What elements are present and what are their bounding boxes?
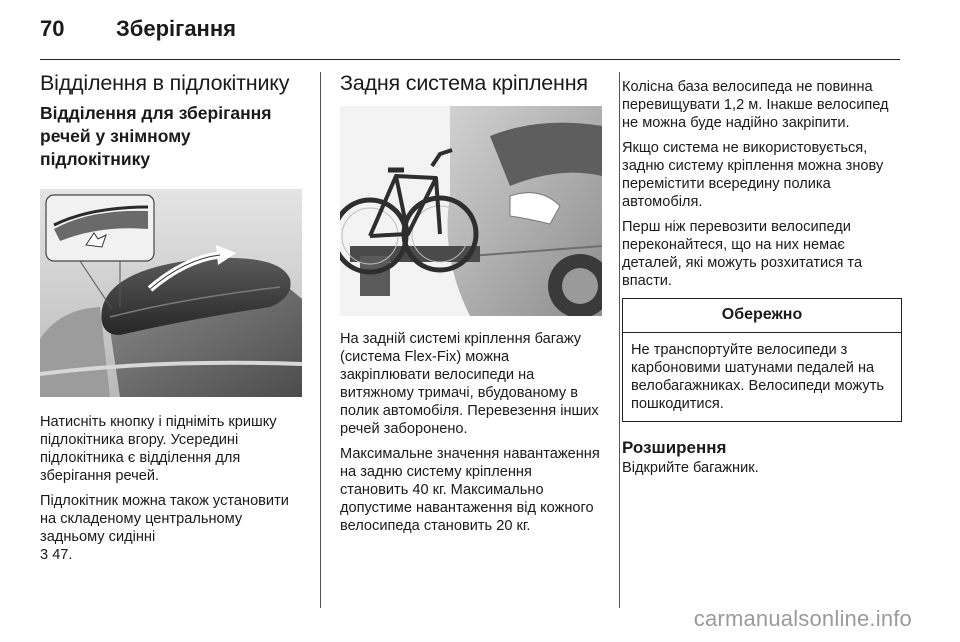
carrier-notes-paragraph-1: Колісна база велосипеда не повинна перевищувати 1,2 м. Інакше велосипед не можна буде надійно закріпити. bbox=[622, 79, 889, 131]
section-title-armrest: Відділення в підлокітнику bbox=[40, 71, 290, 95]
subsection-title-armrest-storage: Відділення для зберігання речей у знімному підлокітнику bbox=[40, 103, 272, 169]
carrier-notes-paragraph-2: Якщо система не використовується, задню систему кріплення можна знову перемістити всередину полика автомобіля. bbox=[622, 140, 884, 210]
armrest-drawing bbox=[40, 189, 302, 397]
armrest-paragraph-1: Натисніть кнопку і підніміть кришку підлокітника вгору. Усередині підлокітника є відділення для зберігання речей. bbox=[40, 414, 277, 484]
extension-text: Відкрийте багажник. bbox=[622, 460, 759, 476]
armrest-illustration bbox=[40, 189, 302, 397]
caution-text: Не транспортуйте велосипеди з карбоновими шатунами педалей на велобагажниках. Велосипеди можуть пошкодитися. bbox=[631, 342, 885, 412]
column-armrest bbox=[40, 70, 302, 571]
watermark: carmanualsonline.info bbox=[693, 606, 912, 631]
caution-box bbox=[622, 298, 902, 422]
armrest-paragraph-2-text: Підлокітник можна також установити на складеному центральному задньому сидінні bbox=[40, 493, 289, 545]
header-rule bbox=[40, 59, 900, 60]
page-title: Зберігання bbox=[116, 16, 236, 41]
rear-carrier-paragraph-1: На задній системі кріплення багажу (система Flex-Fix) можна закріплювати велосипеди на витяжному тримачі, вбудованому в полик автомобіля. Перевезення інших речей заборонено. bbox=[340, 331, 599, 437]
carrier-notes-paragraph-3: Перш ніж перевозити велосипеди переконайтеся, що на них немає деталей, які можуть розхитатися та впасти. bbox=[622, 219, 863, 289]
column-rear-carrier bbox=[340, 70, 602, 542]
page-reference-icon: 3 bbox=[40, 547, 49, 563]
caution-title: Обережно bbox=[623, 299, 901, 333]
column-divider-left bbox=[320, 72, 321, 608]
bike-carrier-illustration bbox=[340, 106, 602, 316]
page-reference-link[interactable]: 47. bbox=[52, 547, 73, 563]
extension-title: Розширення bbox=[622, 438, 727, 457]
rear-carrier-paragraph-2: Максимальне значення навантаження на задню систему кріплення становить 40 кг. Максимально допустиме навантаження від кожного велосипеда становить 20 кг. bbox=[340, 446, 600, 534]
armrest-paragraph-2 bbox=[40, 492, 302, 564]
column-carrier-notes bbox=[622, 70, 902, 477]
page-number: 70 bbox=[40, 16, 65, 41]
column-divider-right bbox=[619, 72, 620, 608]
section-title-rear-carrier: Задня система кріплення bbox=[340, 71, 588, 95]
bike-carrier-drawing bbox=[340, 106, 602, 316]
